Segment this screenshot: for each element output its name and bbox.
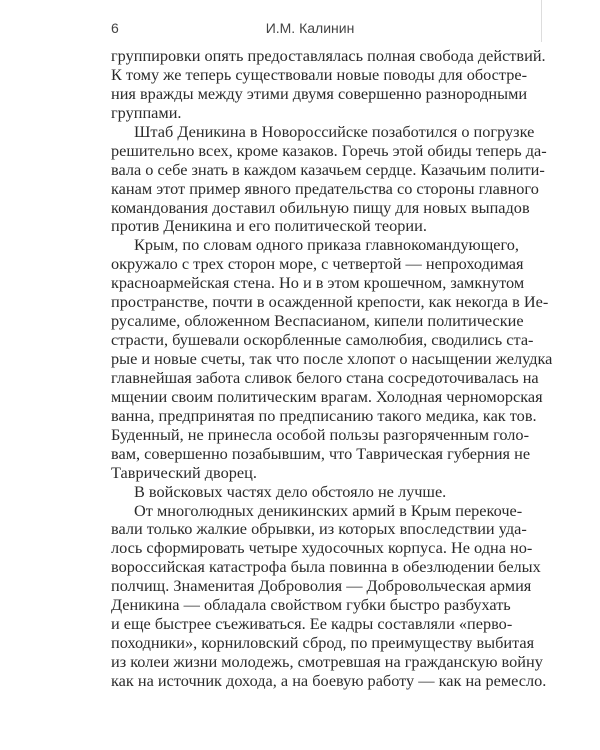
text-line: Крым, по словам одного приказа главнокомандующего, [134,235,519,255]
text-line: лось сформировать четыре худосочных корпуса. Не одна но- [111,538,533,558]
text-line: рые и новые счеты, так что после хлопот о насыщении желудка [111,349,553,368]
text-line: красноармейская стена. Но и в этом крошечном, замкнутом [111,273,525,293]
text-line: вали только жалкие обрывки, из которых впоследствии уда- [111,519,527,539]
text-line: главнейшая забота сливок белого стана сосредоточивалась на [111,367,539,387]
text-line: против Деникина и его политической теории. [111,216,427,236]
text-line: страсти, бушевали оскорбленные самолюбия, сводились ста- [111,330,534,350]
text-line: канам этот пример явного предательства со стороны главного [111,178,539,198]
text-line: Деникина — обладала свойством губки быстро разбухать [111,595,511,615]
text-line: вам, совершенно позабывшим, что Таврическая губерния не [111,443,531,463]
text-line: мщении своим политическим врагам. Холодная черноморская [111,386,543,406]
text-line: командования доставил обильную пищу для новых выпадов [111,197,530,217]
running-head: И.М. Калинин [265,20,355,36]
body-text [111,46,553,691]
text-line: От многолюдных деникинских армий в Крым перекоче- [134,500,523,520]
text-line: вала о себе знать в каждом казачьем сердце. Казачьим полити- [111,159,545,179]
text-line: Буденный, не принесла особой пользы разгоряченным голо- [111,424,529,444]
text-line: ванна, предпринятая по предписанию такого медика, как тов. [111,405,537,425]
paragraph [111,483,508,502]
text-line: решительно всех, кроме казаков. Горечь этой обиды теперь да- [111,140,547,160]
paragraph [111,500,547,691]
text-line: походники», корниловский сброд, по преимуществу выбитая [111,633,535,653]
text-line: из колеи жизни молодежь, смотревшая на гражданскую войну [111,652,543,671]
text-line: полчищ. Знаменитая Доброволия — Добровольческая армия [111,576,532,596]
text-line: группами. [111,102,182,122]
text-line: русалиме, обложенном Веспасианом, кипели политические [111,311,524,331]
text-line: пространстве, почти в осажденной крепости, как некогда в Ие- [111,292,549,312]
text-line: окружало с трех сторон море, с четвертой — непроходимая [111,254,524,274]
paragraph [111,46,546,123]
paragraph [111,235,553,482]
text-line: К тому же теперь существовали новые поводы для обостре- [111,64,527,84]
text-line: В войсковых частях дело обстояло не лучше. [134,481,447,501]
paragraph [111,121,547,237]
text-line: и еще быстрее съеживаться. Ее кадры составляли «перво- [111,614,513,634]
text-line: Таврический дворец. [111,462,257,482]
text-line: группировки опять предоставлялась полная свобода действий. [111,46,546,65]
text-line: ния вражды между этими двумя совершенно разнородными [111,83,528,103]
text-line: как на источник дохода, а на боевую работу — как на ремесло. [111,670,547,690]
text-line: Штаб Деникина в Новороссийске позаботился о погрузке [134,121,535,141]
text-line: вороссийская катастрофа была повинна в обезлюдении белых [111,557,541,577]
page-number: 6 [111,20,119,36]
